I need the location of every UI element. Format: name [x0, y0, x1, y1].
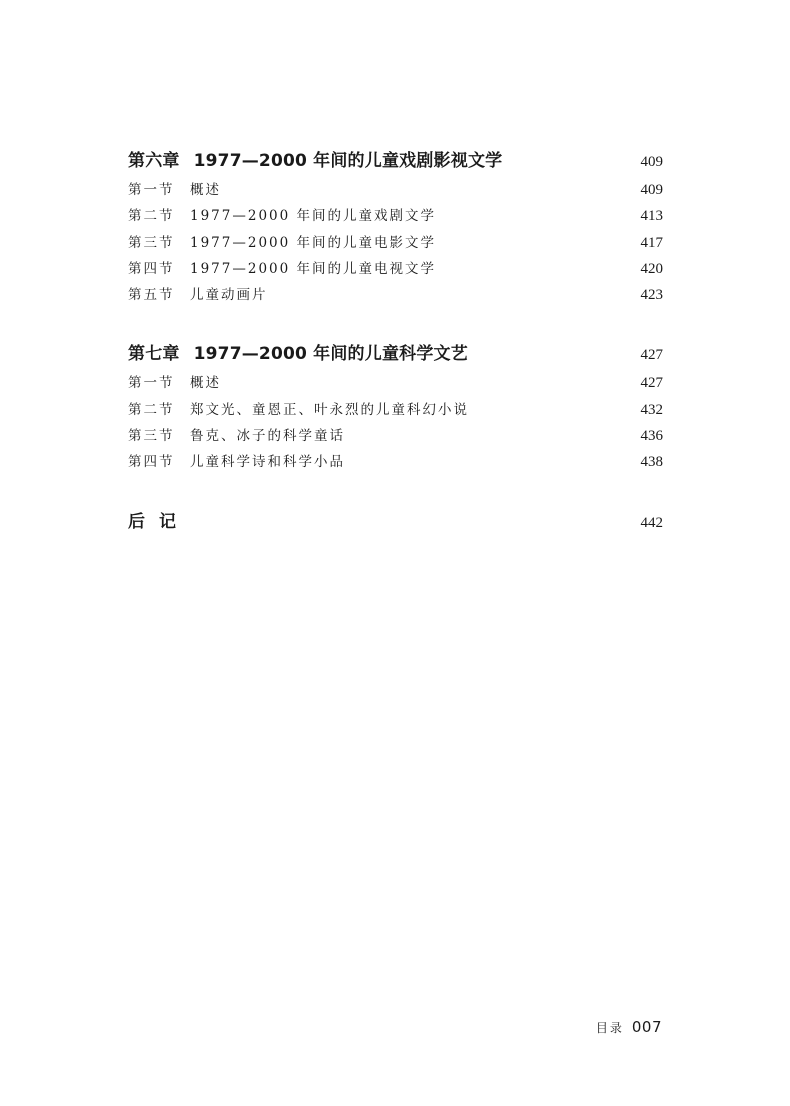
- toc-entry[interactable]: [128, 231, 663, 257]
- section-title: 郑文光、童恩正、叶永烈的儿童科幻小说: [190, 401, 469, 418]
- chapter-title: [128, 146, 502, 171]
- section-number: 第二节: [128, 208, 175, 225]
- section-number: 第三节: [128, 428, 175, 445]
- section-page-number: 409: [640, 182, 663, 198]
- afterword-title: 后记: [128, 511, 190, 532]
- section-number: 第一节: [128, 182, 175, 198]
- section-page-number: 417: [640, 234, 663, 251]
- toc-entry[interactable]: [128, 178, 663, 204]
- chapter-title: [128, 339, 468, 364]
- toc-entry[interactable]: [128, 371, 663, 397]
- section-number: 第一节: [128, 375, 175, 392]
- chapter-number: 第七章: [128, 344, 180, 365]
- afterword-page-number: 442: [640, 514, 663, 531]
- section-title: 1977—2000 年间的儿童电视文学: [190, 260, 437, 277]
- toc-entry[interactable]: [128, 283, 663, 309]
- toc-entry[interactable]: [128, 204, 663, 230]
- section-number: 第五节: [128, 287, 175, 304]
- chapter-7: [128, 339, 663, 476]
- page-footer: [596, 1018, 662, 1036]
- section-page-number: 413: [640, 208, 663, 225]
- section-title: 概述: [190, 182, 221, 198]
- section-page-number: 432: [640, 401, 663, 418]
- toc-entry[interactable]: [128, 424, 663, 450]
- section-number: 第三节: [128, 234, 175, 251]
- section-page-number: 438: [640, 454, 663, 471]
- section-title: 1977—2000 年间的儿童电影文学: [190, 234, 437, 251]
- chapter-title-text: 1977—2000 年间的儿童科学文艺: [193, 344, 468, 365]
- toc-entry[interactable]: [128, 450, 663, 476]
- chapter-heading[interactable]: [128, 146, 663, 174]
- section-page-number: 423: [640, 287, 663, 304]
- section-title: 概述: [190, 375, 221, 392]
- section-page-number: 420: [640, 260, 663, 277]
- chapter-page-number: 427: [640, 347, 663, 364]
- section-title: 儿童科学诗和科学小品: [190, 454, 345, 471]
- toc-entry[interactable]: [128, 257, 663, 283]
- chapter-page-number: 409: [640, 154, 663, 170]
- running-footer-label: 目录: [595, 1021, 624, 1035]
- chapter-title-text: 1977—2000 年间的儿童戏剧影视文学: [193, 151, 503, 171]
- afterword-entry[interactable]: [128, 507, 663, 532]
- chapter-heading[interactable]: [128, 339, 663, 367]
- section-number: 第二节: [128, 401, 175, 418]
- folio-page-number: 007: [631, 1018, 662, 1036]
- section-title: 儿童动画片: [190, 287, 268, 304]
- section-number: 第四节: [128, 454, 175, 471]
- chapter-6: [128, 146, 663, 309]
- section-number: 第四节: [128, 260, 175, 277]
- table-of-contents: [128, 146, 663, 532]
- section-title: 1977—2000 年间的儿童戏剧文学: [190, 208, 437, 225]
- chapter-number: 第六章: [128, 151, 180, 171]
- toc-entry[interactable]: [128, 398, 663, 424]
- section-page-number: 436: [640, 428, 663, 445]
- section-page-number: 427: [640, 375, 663, 392]
- section-title: 鲁克、冰子的科学童话: [190, 428, 345, 445]
